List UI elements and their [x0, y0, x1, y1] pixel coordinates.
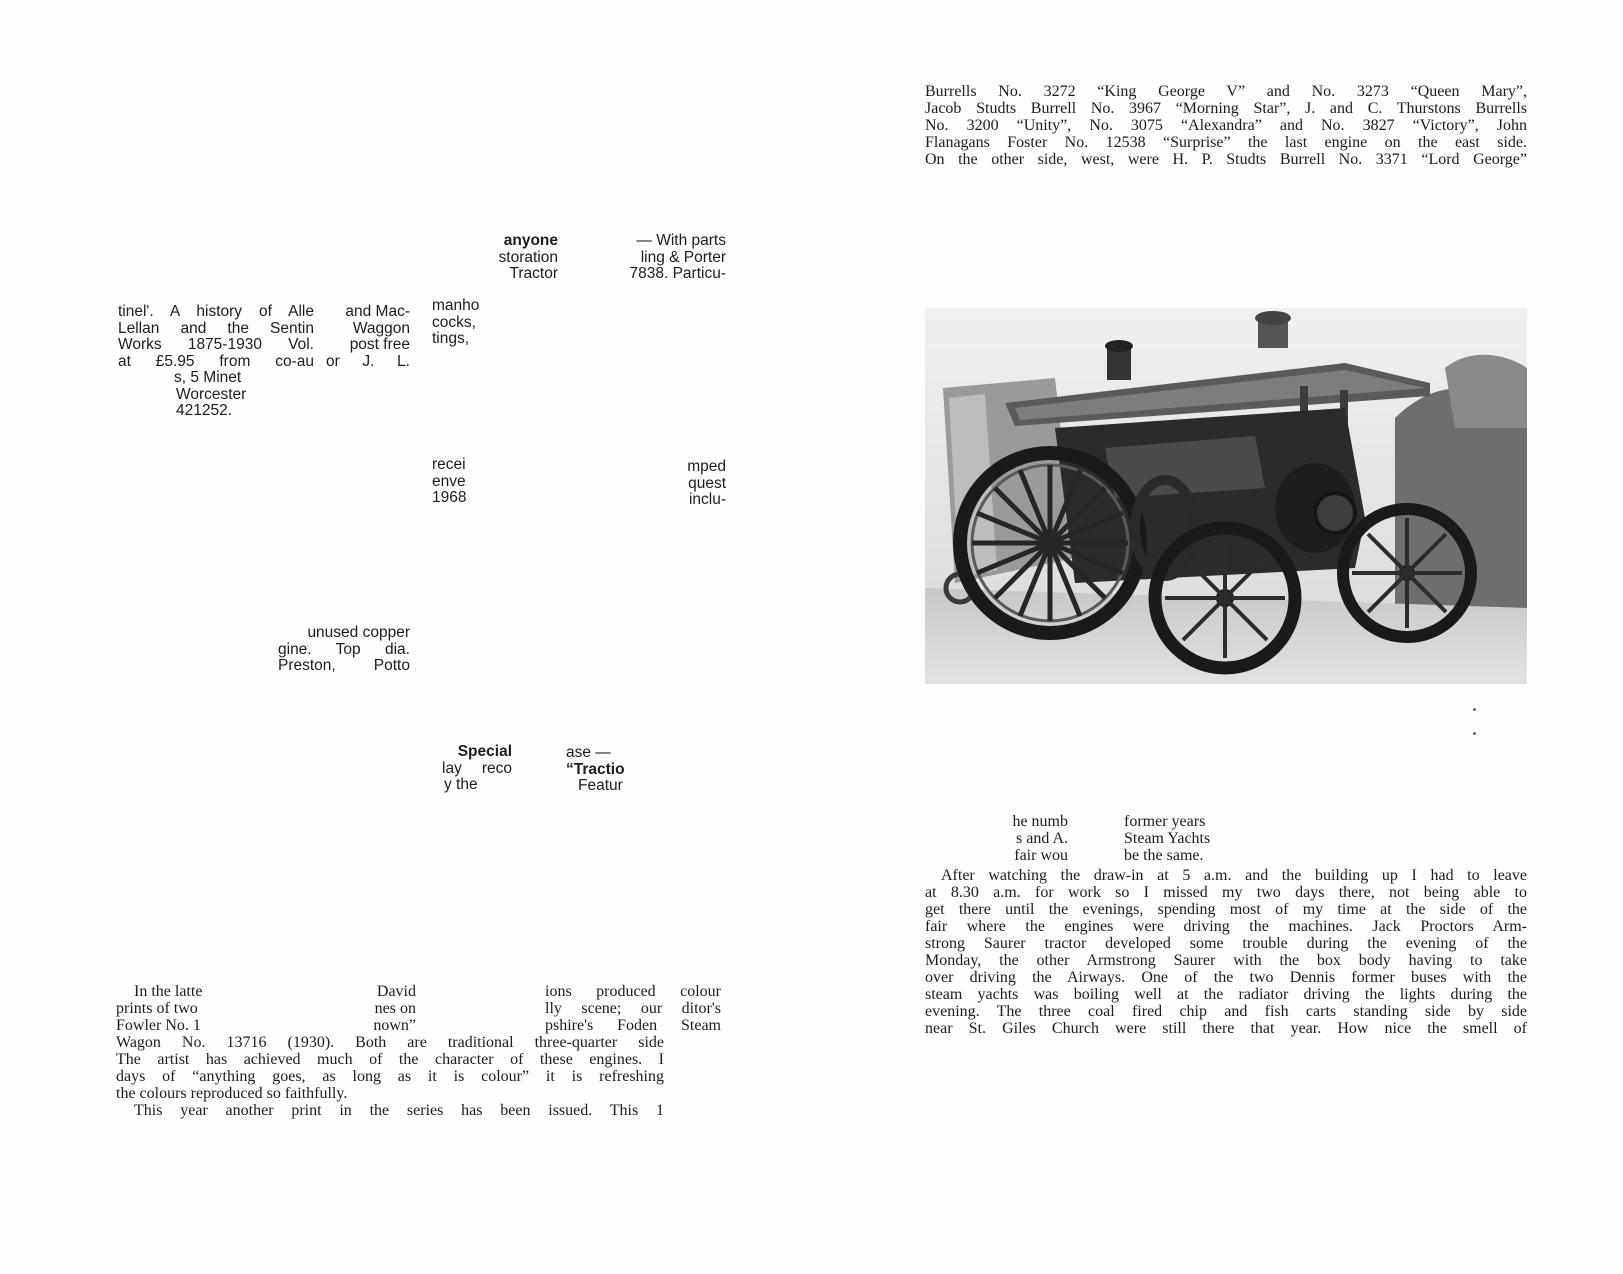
text-line: — With parts — [636, 232, 726, 249]
text-line: This year another print in the series has been issued. This 1 — [134, 1102, 664, 1119]
text-line: s, 5 Minet — [174, 369, 242, 386]
text-line: Tractor — [509, 265, 558, 282]
text-line: recei — [432, 456, 466, 473]
text-line: days of “anything goes, as long as it is colour” it is refreshing — [116, 1068, 664, 1085]
text-line: 7838. Particu- — [629, 265, 726, 282]
text-line: Wagon No. 13716 (1930). Both are traditional three-quarter side — [116, 1034, 664, 1051]
photo-drawing — [925, 308, 1527, 684]
print-speck — [1473, 708, 1476, 711]
text-line: David — [376, 983, 416, 1000]
right-main-paragraph — [925, 867, 1527, 1037]
text-line: over driving the Airways. One of the two Dennis former buses with the — [925, 969, 1527, 986]
left-bottom-paragraph — [116, 1034, 664, 1119]
text-line: the colours reproduced so faithfully. — [116, 1085, 348, 1102]
text-line: 421252. — [176, 402, 233, 419]
right-fragments-col1 — [988, 813, 1068, 864]
left-bottom-frag-b — [340, 983, 416, 1034]
text-line: Featur — [578, 777, 623, 794]
text-line: be the same. — [1124, 847, 1204, 864]
text-line: Worcester — [176, 385, 247, 403]
text-line: strong Saurer tractor developed some trouble during the evening of the — [925, 935, 1527, 952]
right-top-paragraph — [925, 83, 1527, 168]
text-line: y the — [444, 776, 478, 793]
traction-engine-photo — [925, 308, 1527, 684]
left-bottom-frag-a — [116, 983, 236, 1034]
text-line: gine. Top dia. — [278, 640, 410, 658]
text-line: On the other side, west, were H. P. Studts Burrell No. 3371 “Lord George” — [925, 151, 1527, 168]
text-line: nown” — [373, 1017, 416, 1034]
text-line: No. 3200 “Unity”, No. 3075 “Alexandra” and No. 3827 “Victory”, John — [925, 117, 1527, 134]
text-line: ase — — [566, 744, 611, 761]
text-line: near St. Giles Church were still there that year. How nice the smell of — [925, 1020, 1527, 1037]
text-line: Waggon — [352, 319, 410, 337]
text-line: lly scene; our ditor's — [545, 1000, 721, 1017]
text-line: enve — [432, 472, 466, 490]
text-line: manho — [432, 297, 480, 314]
text-line: Preston, Potto — [278, 657, 410, 674]
text-line: former years — [1124, 813, 1206, 830]
text-line: prints of two — [116, 1000, 198, 1017]
text-line: Burrells No. 3272 “King George V” and No. 3273 “Queen Mary”, — [925, 83, 1527, 100]
text-line: In the latte — [134, 983, 203, 1000]
text-line: and Mac- — [345, 303, 410, 320]
text-line: 1968 — [432, 489, 467, 506]
text-line: at 8.30 a.m. for work so I missed my two days there, not being able to — [925, 884, 1527, 901]
text-line: post free — [349, 336, 410, 353]
text-line: he numb — [1012, 813, 1068, 830]
text-line: After watching the draw-in at 5 a.m. and the building up I had to leave — [941, 867, 1527, 884]
text-line: tinel'. A history of Alle — [118, 303, 314, 320]
text-line: cocks, — [432, 313, 476, 331]
print-speck — [1473, 732, 1476, 735]
text-line: Lellan and the Sentin — [118, 319, 314, 337]
text-line: or J. L. — [326, 352, 410, 370]
left-bottom-frag-c — [545, 983, 721, 1034]
text-line: pshire's Foden Steam — [545, 1017, 721, 1034]
text-line: Works 1875-1930 Vol. — [118, 336, 314, 353]
text-line: mped — [687, 458, 726, 475]
text-line: storation — [498, 248, 558, 266]
text-line: Jacob Studts Burrell No. 3967 “Morning Star”, J. and C. Thurstons Burrells — [925, 100, 1527, 117]
ad-restoration-col1 — [470, 233, 558, 283]
text-line: Fowler No. 1 — [116, 1017, 201, 1034]
ad-history-col1 — [118, 304, 314, 420]
text-line: tings, — [432, 330, 470, 347]
ad-received-col2 — [660, 459, 726, 509]
text-line: fair where the engines were driving the machines. Jack Proctors Arm- — [925, 918, 1527, 935]
text-line: The artist has achieved much of the character of these engines. I — [116, 1051, 664, 1068]
text-line: get there until the evenings, spending most of my time at the side of the — [925, 901, 1527, 918]
ad-history-col2 — [326, 304, 410, 370]
text-line: ions produced colour — [545, 983, 721, 1000]
right-fragments-col2 — [1124, 813, 1234, 864]
text-line: lay reco — [442, 759, 512, 777]
text-line: s and A. — [1016, 830, 1068, 847]
text-line: inclu- — [688, 491, 726, 508]
text-line: unused copper — [307, 624, 410, 641]
text-line: “Tractio — [566, 760, 625, 778]
text-line: quest — [688, 474, 726, 492]
text-line: anyone — [503, 232, 558, 249]
text-line: Monday, the other Armstrong Saurer with the box body having to take — [925, 952, 1527, 969]
ad-special-col2 — [566, 745, 646, 795]
text-line: Steam Yachts — [1124, 830, 1211, 847]
ad-special-col1 — [442, 744, 512, 794]
text-line: ling & Porter — [640, 248, 726, 266]
text-line: fair wou — [1014, 847, 1068, 864]
text-line: Special — [457, 743, 512, 760]
text-line: steam yachts was boiling well at the radiator driving the lights during the — [925, 986, 1527, 1003]
ad-manhole — [432, 298, 492, 348]
text-line: Flanagans Foster No. 12538 “Surprise” the last engine on the east side. — [925, 134, 1527, 151]
text-line: nes on — [374, 1000, 416, 1017]
text-line: evening. The three coal fired chip and fish carts standing side by side — [925, 1003, 1527, 1020]
ad-restoration-col2 — [596, 233, 726, 283]
ad-copper — [278, 625, 410, 675]
ad-received-col1 — [432, 457, 482, 507]
text-line: at £5.95 from co-au — [118, 352, 314, 370]
